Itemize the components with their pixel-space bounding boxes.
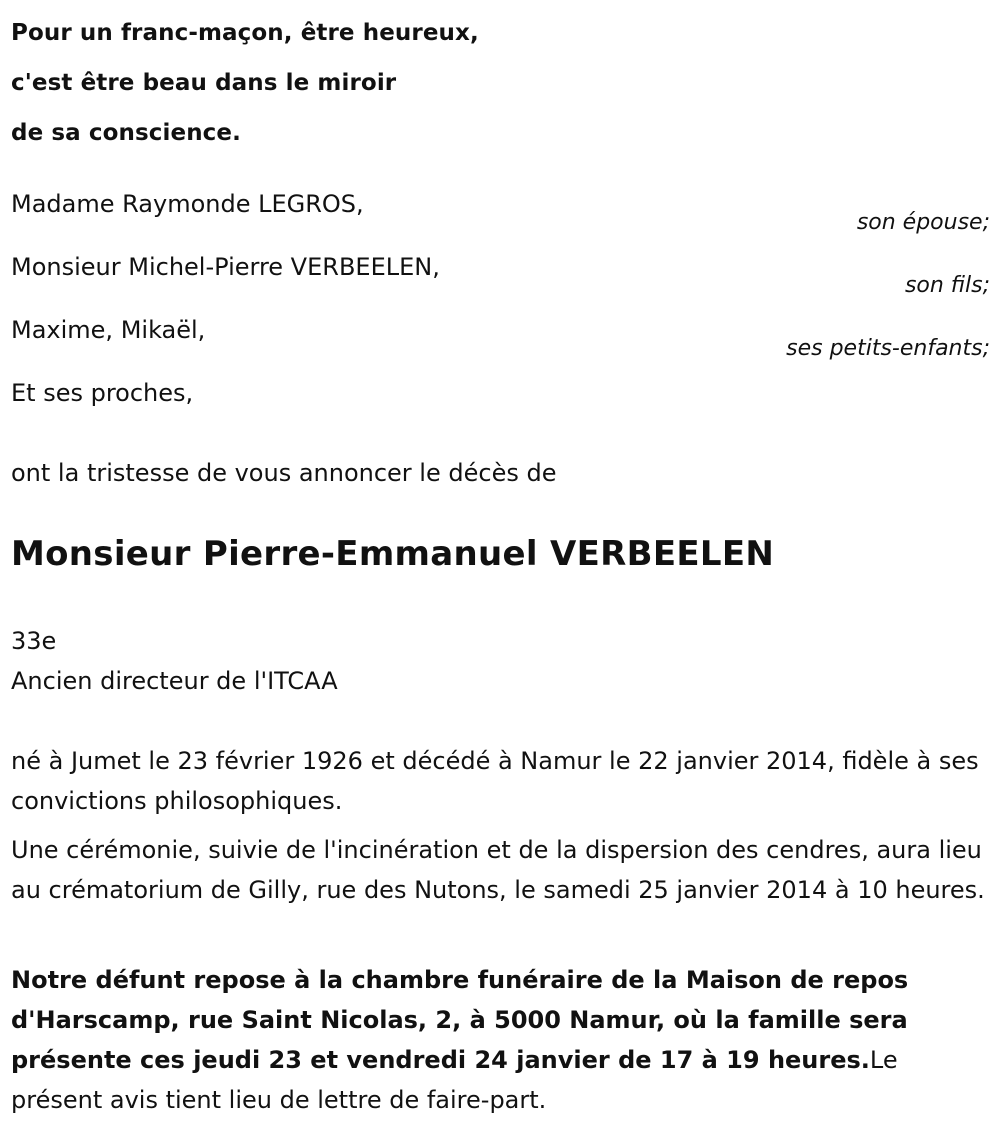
relative-role: son épouse; — [856, 210, 990, 235]
announcement-text: ont la tristesse de vous annoncer le décès de — [11, 459, 557, 487]
rest-bold-text: Notre défunt repose à la chambre funéraire de la Maison de repos d'Harscamp, rue Saint Nicolas, 2, à 5000 Namur, où la famille sera présente ces jeudi 23 et vendredi 24 janvier de 17 à 19 heures. — [11, 966, 909, 1074]
relative-son — [11, 250, 990, 314]
relative-grandchildren — [11, 313, 990, 377]
relative-name: Monsieur Michel-Pierre VERBEELEN, — [11, 253, 440, 281]
relative-role: son fils; — [904, 273, 990, 298]
title-role: Ancien directeur de l'ITCAA — [11, 667, 338, 695]
masonic-quote — [11, 8, 990, 158]
relative-role: ses petits-enfants; — [786, 336, 990, 361]
closing-relatives: Et ses proches, — [11, 379, 194, 407]
rest-normal-text: Le présent avis tient lieu de lettre de faire-part. — [11, 1046, 898, 1114]
quote-line-2: c'est être beau dans le miroir — [11, 70, 397, 96]
ceremony-paragraph: Une cérémonie, suivie de l'incinération et de la dispersion des cendres, aura lieu au crématorium de Gilly, rue des Nutons, le samedi 25 janvier 2014 à 10 heures. — [11, 836, 985, 904]
relative-spouse — [11, 187, 990, 251]
quote-line-3: de sa conscience. — [11, 120, 241, 146]
deceased-name: Monsieur Pierre-Emmanuel VERBEELEN — [11, 534, 775, 574]
relative-name: Madame Raymonde LEGROS, — [11, 190, 364, 218]
birth-death-paragraph: né à Jumet le 23 février 1926 et décédé à Namur le 22 janvier 2014, fidèle à ses convictions philosophiques. — [11, 747, 979, 815]
quote-line-1: Pour un franc-maçon, être heureux, — [11, 20, 479, 46]
rest-paragraph — [11, 960, 990, 1120]
title-degree: 33e — [11, 627, 57, 655]
relative-name: Maxime, Mikaël, — [11, 316, 206, 344]
